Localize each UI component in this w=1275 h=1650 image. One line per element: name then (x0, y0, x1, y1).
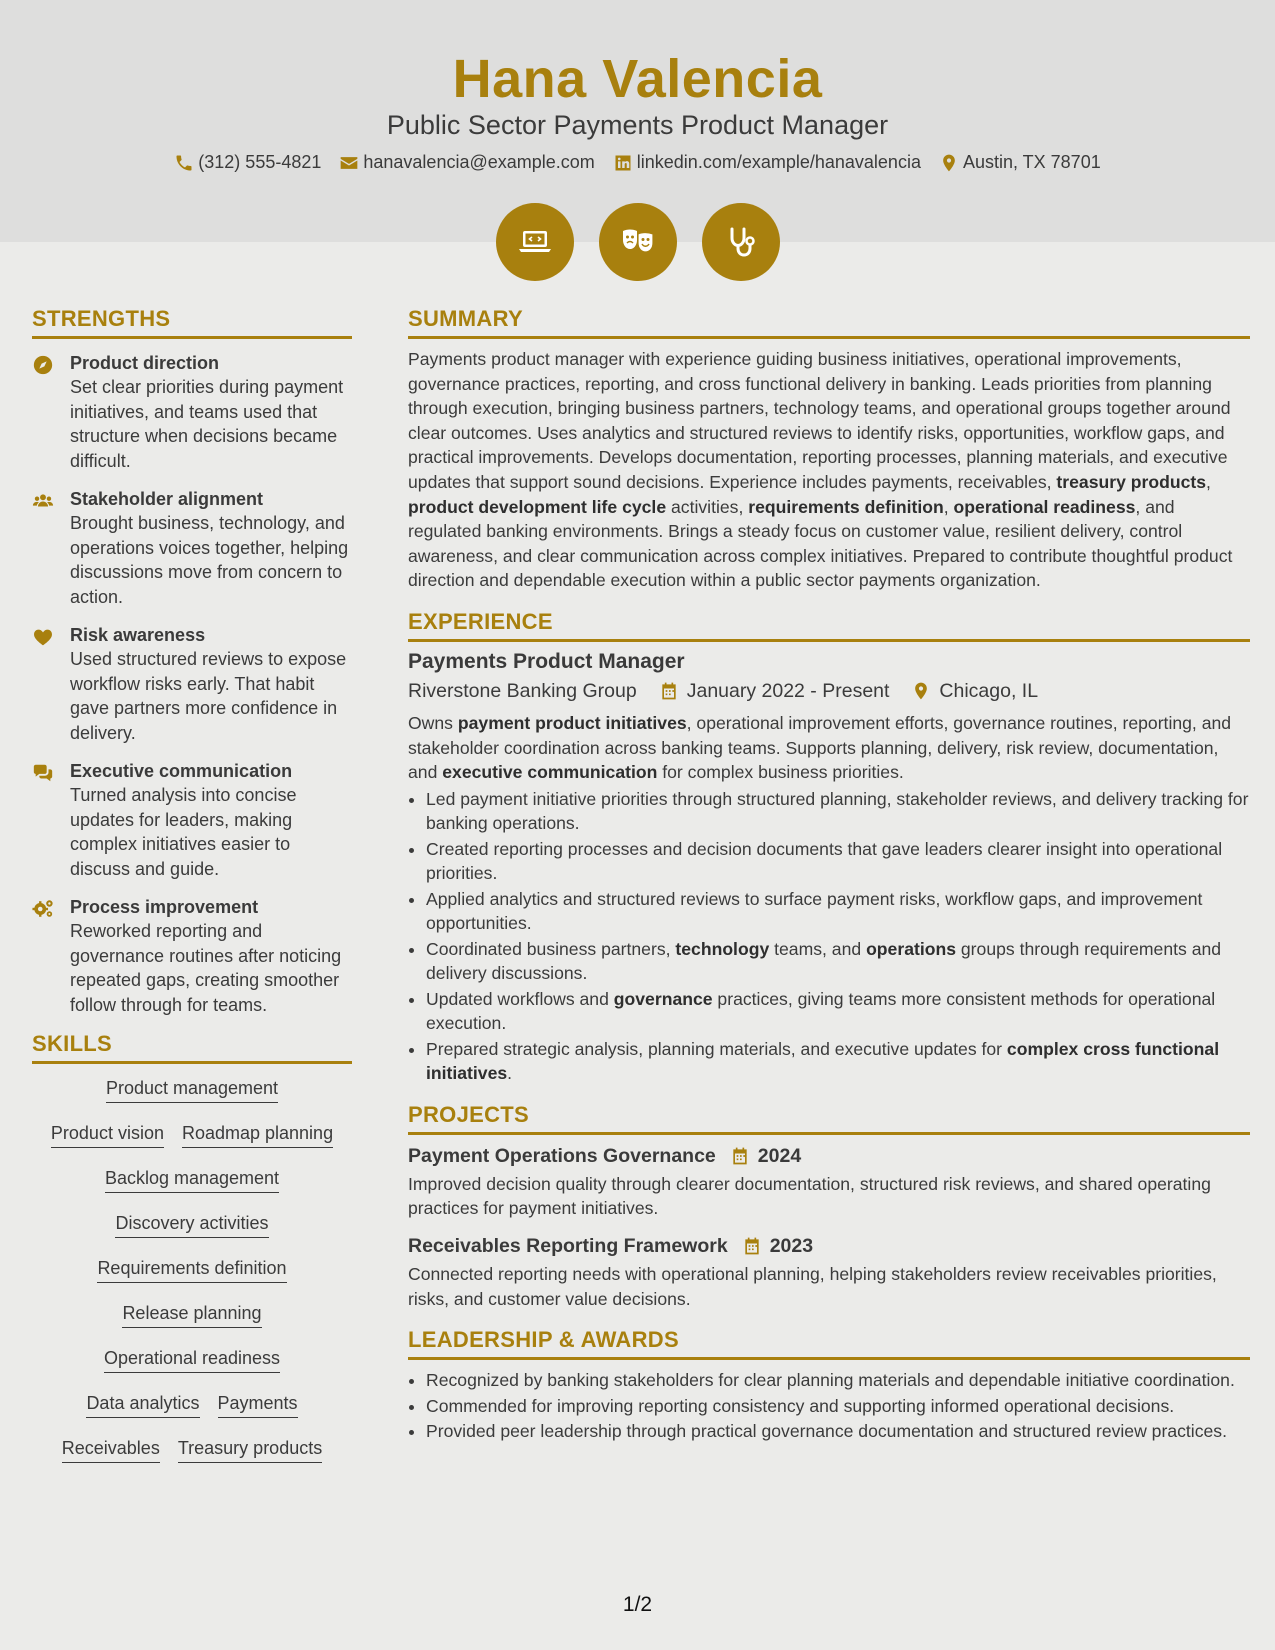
phone-icon (174, 153, 194, 173)
skill-tag: Roadmap planning (182, 1121, 333, 1148)
job-bullet: • Updated workflows and governance practices, giving teams more consistent methods for operational execution. (426, 987, 1250, 1036)
badge-masks (599, 203, 677, 281)
skill-tag: Release planning (122, 1301, 261, 1328)
skill-tag: Payments (218, 1391, 298, 1418)
skill-row (32, 1211, 352, 1256)
strengths-list (32, 351, 352, 1017)
job-location: Chicago, IL (939, 679, 1039, 702)
skill-tag: Discovery activities (115, 1211, 268, 1238)
strength-item (32, 895, 352, 1017)
skill-row (32, 1256, 352, 1301)
skill-row (32, 1301, 352, 1346)
strength-item (32, 351, 352, 473)
badge-stethoscope (702, 203, 780, 281)
calendar-icon (742, 1236, 762, 1256)
job-bullets (408, 787, 1250, 1086)
right-column (408, 306, 1250, 1445)
job-company: Riverstone Banking Group (408, 679, 637, 702)
job-bullet: • Applied analytics and structured reviews to surface payment risks, workflow gaps, and improvement opportunities. (426, 887, 1250, 936)
project-title: Receivables Reporting Framework (408, 1234, 728, 1257)
linkedin-icon (613, 153, 633, 173)
projects-section (408, 1102, 1250, 1311)
interest-badges (0, 203, 1275, 281)
heart-icon (32, 626, 54, 648)
skills-list (32, 1076, 352, 1481)
experience-section (408, 609, 1250, 1086)
project-year: 2024 (757, 1144, 802, 1167)
strength-text: Set clear priorities during payment initiatives, and teams used that structure when decisions became difficult. (70, 377, 344, 471)
job-intro: Owns payment product initiatives, operational improvement efforts, governance routines, reporting, and stakeholder coordination across banking teams. Supports planning, delivery, risk review, documentation, and executive communication for complex business priorities. (408, 712, 1232, 783)
strength-title: Process improvement (70, 897, 259, 917)
award-item: • Provided peer leadership through practical governance documentation and structured review practices. (426, 1419, 1250, 1444)
contact-phone (174, 152, 321, 173)
badge-laptop (496, 203, 574, 281)
contact-bar (0, 152, 1275, 173)
skill-row (32, 1346, 352, 1391)
skill-tag: Product management (106, 1076, 278, 1103)
awards-list (408, 1368, 1250, 1444)
skill-tag: Requirements definition (97, 1256, 286, 1283)
contact-linkedin (613, 152, 921, 173)
strength-title: Executive communication (70, 761, 293, 781)
job-bullet: • Prepared strategic analysis, planning materials, and executive updates for complex cross functional initiatives. (426, 1037, 1250, 1086)
project-header (408, 1145, 1250, 1168)
project-title: Payment Operations Governance (408, 1144, 716, 1167)
projects-heading: PROJECTS (408, 1102, 1250, 1135)
contact-location (939, 152, 1101, 173)
skill-row (32, 1391, 352, 1436)
project-description: Connected reporting needs with operational planning, helping stakeholders review receivables priorities, risks, and customer value decisions. (408, 1263, 1217, 1309)
strength-title: Risk awareness (70, 625, 206, 645)
project-header (408, 1235, 1250, 1258)
envelope-icon (339, 153, 359, 173)
job-bullet: • Led payment initiative priorities through structured planning, stakeholder reviews, and delivery tracking for banking operations. (426, 787, 1250, 836)
summary-text: Payments product manager with experience guiding business initiatives, operational improvements, governance practices, reporting, and cross functional delivery in banking. Leads priorities from planning through execution, bringing business partners, technology teams, and operational groups together around clear outcomes. Uses analytics and structured reviews to identify risks, opportunities, workflow gaps, and practical improvements. Develops documentation, reporting processes, planning materials, and executive updates that support sound decisions. Experience includes payments, receivables, treasury products, product development life cycle activities, requirements definition, operational readiness, and regulated banking environments. Brings a steady focus on customer value, resilient delivery, control awareness, and clear communication across complex initiatives. Prepared to contribute thoughtful product direction and dependable execution within a public sector payments organization. (408, 349, 1233, 591)
project-description: Improved decision quality through clearer documentation, structured risk reviews, and shared operating practices for payment initiatives. (408, 1173, 1211, 1219)
stethoscope-icon (721, 222, 761, 262)
candidate-role: Public Sector Payments Product Manager (386, 110, 889, 140)
skill-row (32, 1166, 352, 1211)
strength-text: Used structured reviews to expose workflow risks early. That habit gave partners more confidence in delivery. (70, 649, 347, 743)
location-text: Austin, TX 78701 (962, 152, 1101, 172)
strength-text: Brought business, technology, and operations voices together, helping discussions move from concern to action. (70, 513, 349, 607)
strength-item (32, 623, 352, 745)
candidate-name: Hana Valencia (452, 49, 823, 109)
skill-tag: Treasury products (178, 1436, 322, 1463)
linkedin-text[interactable]: linkedin.com/example/hanavalencia (636, 152, 921, 172)
awards-heading: LEADERSHIP & AWARDS (408, 1327, 1250, 1360)
left-column (32, 306, 352, 1481)
gears-icon (32, 898, 54, 920)
users-icon (32, 490, 54, 512)
comments-icon (32, 762, 54, 784)
strength-title: Product direction (70, 353, 220, 373)
skill-row (32, 1436, 352, 1481)
skill-tag: Backlog management (105, 1166, 279, 1193)
location-pin-icon (911, 681, 931, 701)
page-number: 1/2 (622, 1593, 653, 1616)
job-bullet: • Created reporting processes and decision documents that gave leaders clearer insight into operational priorities. (426, 837, 1250, 886)
strength-item (32, 759, 352, 881)
job-meta (408, 680, 1250, 703)
email-text[interactable]: hanavalencia@example.com (363, 152, 595, 172)
job-dates: January 2022 - Present (686, 679, 890, 702)
job-bullet: • Coordinated business partners, technology teams, and operations groups through requirements and delivery discussions. (426, 937, 1250, 986)
skills-heading: SKILLS (32, 1031, 352, 1064)
skill-tag: Product vision (51, 1121, 164, 1148)
contact-email (339, 152, 594, 173)
job-title: Payments Product Manager (408, 649, 685, 673)
experience-heading: EXPERIENCE (408, 609, 1250, 642)
skill-tag: Receivables (62, 1436, 160, 1463)
strength-title: Stakeholder alignment (70, 489, 264, 509)
strengths-heading: STRENGTHS (32, 306, 352, 339)
skill-row (32, 1121, 352, 1166)
skill-row (32, 1076, 352, 1121)
award-item: • Recognized by banking stakeholders for clear planning materials and dependable initiative coordination. (426, 1368, 1250, 1393)
summary-heading: SUMMARY (408, 306, 1250, 339)
strength-text: Turned analysis into concise updates for leaders, making complex initiatives easier to discuss and guide. (70, 785, 297, 879)
strength-item (32, 487, 352, 609)
skill-tag: Operational readiness (104, 1346, 280, 1373)
laptop-code-icon (515, 222, 555, 262)
strength-text: Reworked reporting and governance routines after noticing repeated gaps, creating smoother follow through for teams. (70, 921, 342, 1015)
phone-text[interactable]: (312) 555-4821 (198, 152, 322, 172)
calendar-icon (730, 1146, 750, 1166)
calendar-icon (659, 681, 679, 701)
compass-icon (32, 354, 54, 376)
award-item: • Commended for improving reporting consistency and supporting informed operational decisions. (426, 1394, 1250, 1419)
location-pin-icon (939, 153, 959, 173)
skill-tag: Data analytics (86, 1391, 199, 1418)
awards-section (408, 1327, 1250, 1444)
theater-masks-icon (618, 222, 658, 262)
project-year: 2023 (769, 1234, 814, 1257)
